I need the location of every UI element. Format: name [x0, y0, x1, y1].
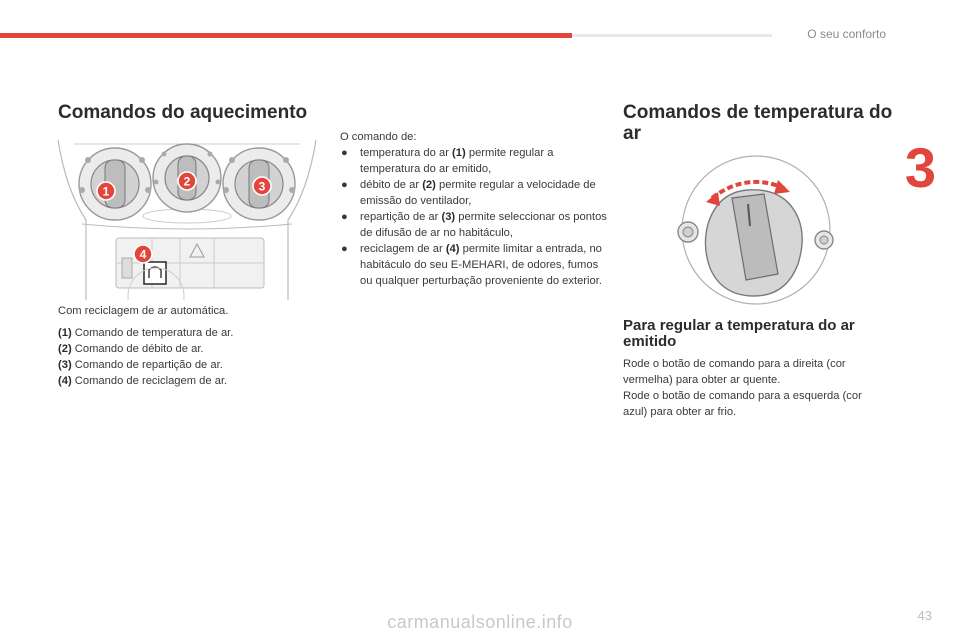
marker-4: [134, 245, 152, 263]
list-item: ● temperatura do ar (1) permite regular a temperatura do ar emitido,: [341, 147, 554, 175]
section-title: O seu conforto: [807, 27, 886, 41]
adjust-temperature-subtitle: Para regular a temperatura do ar emitido: [623, 317, 855, 351]
top-gray-bar: [572, 34, 772, 37]
marker-2: [178, 172, 196, 190]
page-number: 43: [917, 608, 932, 623]
legend-item: (3) Comando de repartição de ar.: [58, 359, 223, 371]
marker-1: [97, 182, 115, 200]
recirculation-button-illustration: [144, 262, 166, 284]
temperature-knob: [79, 148, 151, 220]
description-list: [340, 145, 608, 289]
controls-legend: [58, 325, 318, 389]
temperature-knob-illustration: [668, 154, 844, 306]
recirculation-caption: Com reciclagem de ar automática.: [58, 305, 229, 317]
control-description: [340, 129, 608, 289]
heating-panel-illustration: [56, 130, 318, 300]
svg-text:3: 3: [258, 179, 266, 194]
list-item: ● repartição de ar (3) permite seleccionar os pontos de difusão de ar no habitáculo,: [341, 211, 607, 239]
legend-item: (2) Comando de débito de ar.: [58, 343, 204, 355]
top-accent-bar: [0, 33, 572, 38]
marker-3: [253, 177, 271, 195]
description-intro: O comando de:: [340, 131, 417, 143]
svg-text:1: 1: [102, 184, 110, 199]
svg-text:4: 4: [139, 247, 147, 262]
svg-text:2: 2: [183, 174, 191, 189]
heating-controls-title: Comandos do aquecimento: [58, 102, 308, 123]
chapter-number: 3: [904, 136, 936, 199]
legend-item: (1) Comando de temperatura de ar.: [58, 327, 234, 339]
instruction-cold: Rode o botão de comando para a esquerda (cor azul) para obter ar frio.: [623, 390, 862, 418]
list-item: ● débito de ar (2) permite regular a velocidade de emissão do ventilador,: [341, 179, 596, 207]
temperature-instructions: [623, 356, 873, 420]
watermark: carmanualsonline.info: [387, 612, 573, 632]
instruction-hot: Rode o botão de comando para a direita (cor vermelha) para obter ar quente.: [623, 358, 846, 386]
list-item: ● reciclagem de ar (4) permite limitar a entrada, no habitáculo do seu E-MEHARI, de odores, fumos ou qualquer perturbação proveniente do exterior.: [341, 243, 602, 287]
legend-item: (4) Comando de reciclagem de ar.: [58, 375, 228, 387]
temperature-controls-title: Comandos de temperatura do ar: [623, 102, 893, 144]
